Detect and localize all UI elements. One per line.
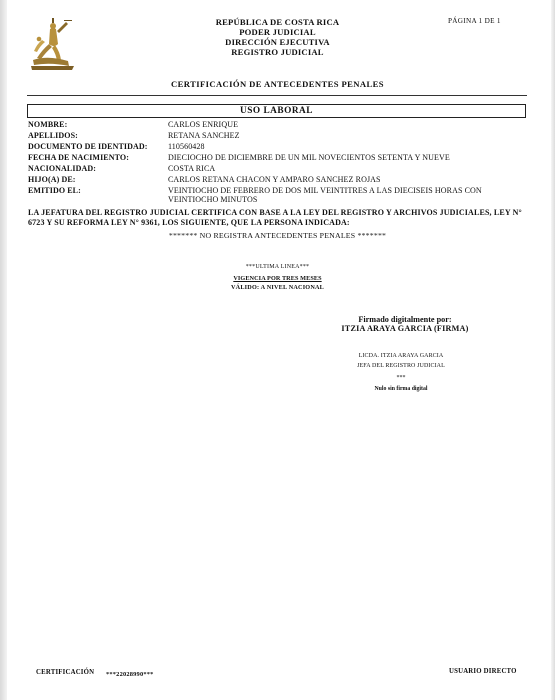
field-label-parents: HIJO(A) DE: (28, 175, 76, 184)
header-branch: PODER JUDICIAL (239, 27, 316, 37)
result-no-record: ******* NO REGISTRA ANTECEDENTES PENALES ******* (168, 231, 387, 240)
page-edge-left (0, 0, 7, 700)
field-value-id-document: 110560428 (168, 142, 205, 151)
header-country: REPÚBLICA DE COSTA RICA (215, 17, 340, 27)
field-value-nationality: COSTA RICA (168, 164, 216, 173)
field-label-name: NOMBRE: (28, 120, 68, 129)
certification-statement: LA JEFATURA DEL REGISTRO JUDICIAL CERTIFICA CON BASE A LA LEY DEL REGISTRO Y ARCHIVOS JUDICIALES, LEY N° 6723 Y SU REFORMA LEY N° 9361, LOS SIGUIENTE, QUE LA PERSONA INDICADA: (28, 208, 522, 227)
field-label-nationality: NACIONALIDAD: (28, 164, 96, 173)
field-label-issued: EMITIDO EL: (28, 186, 81, 195)
page-edge-right (551, 0, 555, 700)
field-value-surnames: RETANA SANCHEZ (168, 131, 240, 140)
signer-name: ITZIA ARAYA GARCIA (FIRMA) (341, 324, 469, 333)
validity-period: VIGENCIA POR TRES MESES (233, 275, 322, 282)
official-name: LICDA. ITZIA ARAYA GARCIA (358, 353, 444, 359)
header-direction: DIRECCIÓN EJECUTIVA (225, 37, 330, 47)
field-label-id-document: DOCUMENTO DE IDENTIDAD: (28, 142, 148, 151)
certificate-title: CERTIFICACIÓN DE ANTECEDENTES PENALES (171, 79, 384, 89)
official-role: JEFA DEL REGISTRO JUDICIAL (357, 363, 445, 369)
field-value-issued: VEINTIOCHO DE FEBRERO DE DOS MIL VEINTITRES A LAS DIECISEIS HORAS CON VEINTIOCHO MINUTOS (168, 186, 482, 204)
signed-by-label: Firmado digitalmente por: (358, 315, 452, 324)
validity-scope: VÁLIDO: A NIVEL NACIONAL (231, 284, 324, 291)
field-value-birth-date: DIECIOCHO DE DICIEMBRE DE UN MIL NOVECIENTOS SETENTA Y NUEVE (168, 153, 450, 162)
field-value-name: CARLOS ENRIQUE (168, 120, 239, 129)
signature-stars: *** (396, 375, 406, 381)
use-type-box: USO LABORAL (27, 104, 526, 118)
page-number: PÁGINA 1 DE 1 (448, 17, 501, 25)
field-value-parents: CARLOS RETANA CHACON Y AMPARO SANCHEZ ROJAS (168, 175, 381, 184)
footer-certificate-number: ***22028990*** (106, 671, 154, 678)
divider-line (27, 95, 527, 96)
footer-user-type: USUARIO DIRECTO (449, 668, 517, 675)
field-label-surnames: APELLIDOS: (28, 131, 78, 140)
last-line-marker: ***ULTIMA LINEA*** (245, 264, 310, 270)
header-registry: REGISTRO JUDICIAL (231, 47, 324, 57)
digital-signature-note: Nulo sin firma digital (374, 386, 428, 392)
field-label-birth-date: FECHA DE NACIMIENTO: (28, 153, 129, 162)
footer-certification-label: CERTIFICACIÓN (36, 669, 95, 676)
